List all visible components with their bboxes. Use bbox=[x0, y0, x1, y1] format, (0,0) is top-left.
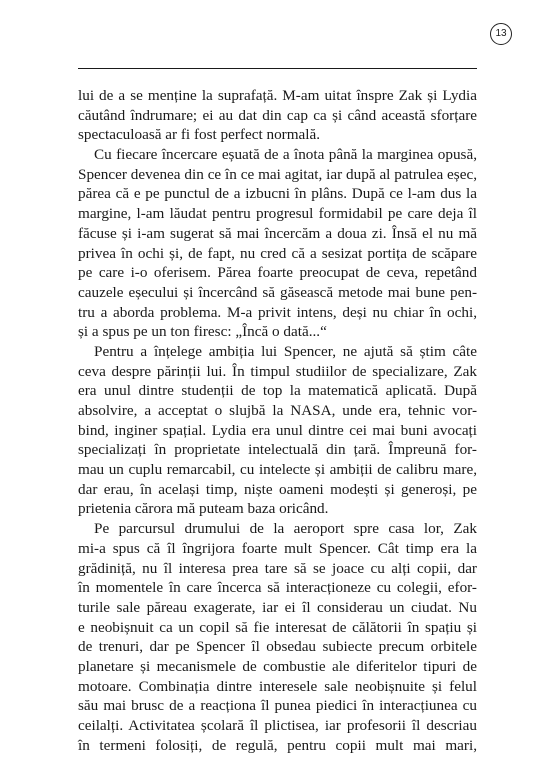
text-line: dar erau, în același timp, niște oameni modești și generoși, pe bbox=[78, 480, 477, 498]
text-line: ceilalți. Activitatea școlară îl plictisea, iar profesorii îl descriau bbox=[78, 717, 477, 734]
text-line: părea că e pe punctul de a izbucni în plâns. După ce l-am dus la bbox=[78, 185, 477, 203]
text-line: motoare. Combinația dintre interesele sale neobișnuite și felul bbox=[78, 677, 477, 695]
text-line: margine, l-am lăudat pentru progresul formidabil pe care deja îl bbox=[78, 205, 477, 223]
text-line: e neobișnuit ca un copil să fie interesat de călătorii în spațiu și bbox=[78, 618, 477, 636]
text-line: prietenia cărora mă puteam baza oricând. bbox=[78, 500, 329, 518]
page-number: 13 bbox=[490, 23, 512, 45]
text-line: mau un cuplu remarcabil, cu intelecte și ambiții de calibru mare, bbox=[78, 461, 477, 479]
header-rule bbox=[78, 68, 477, 69]
text-line: Spencer devenea din ce în ce mai agitat, iar după al patrulea eșec, bbox=[78, 165, 477, 183]
text-line: în momentele în care încerca să interacționeze cu colegii, efor- bbox=[78, 579, 477, 597]
text-line: și a spus pe un ton firesc: „Încă o dată...“ bbox=[78, 323, 327, 341]
text-line: bind, inginer spațial. Lydia era unul dintre cei mai buni avocați bbox=[78, 421, 477, 439]
text-line: absolvire, a acceptat o slujbă la NASA, unde era, tehnic vor- bbox=[78, 402, 477, 419]
text-line: căutând îndrumare; ei au dat din cap ca și când această sforțare bbox=[78, 106, 477, 124]
text-line: Cu fiecare încercare eșuată de a înota până la marginea opusă, bbox=[94, 146, 477, 164]
text-line: Pe parcursul drumului de la aeroport spre casa lor, Zak bbox=[94, 520, 477, 538]
text-line: său mai brusc de a reacționa îl punea piedici în interacțiunea cu bbox=[78, 697, 477, 715]
text-line: făcuse și i-am sugerat să mai încercăm a doua zi. Însă el nu mă bbox=[78, 224, 477, 242]
text-line: ceva despre părinții lui. În timpul studiilor de specializare, Zak bbox=[78, 362, 477, 380]
text-line: era unul dintre studenții de top la matematică aplicată. După bbox=[78, 382, 477, 400]
text-line: cauzele eșecului și încercând să găsească metode mai bune pen- bbox=[78, 283, 477, 301]
text-line: specializați în proprietate intelectuală din țară. Împreună for- bbox=[78, 441, 477, 459]
text-line: spectaculoasă ar fi fost perfect normală. bbox=[78, 126, 321, 144]
text-line: de trenuri, dar pe Spencer îl obsedau subiecte precum orbitele bbox=[78, 638, 477, 656]
text-line: în termeni folosiți, de regulă, pentru copii mult mai mari, bbox=[78, 736, 477, 754]
text-line: Pentru a înțelege ambiția lui Spencer, ne ajută să știm câte bbox=[94, 342, 477, 360]
text-line: privea în ochi și, de fapt, nu cred că a sesizat portița de scăpare bbox=[78, 244, 477, 262]
text-line: grădiniță, nu îl interesa prea tare să se joace cu alți copii, dar bbox=[78, 559, 477, 577]
body-text bbox=[78, 86, 477, 755]
text-line: tru a aborda problema. M-a privit intens, deși nu chiar în ochi, bbox=[78, 303, 477, 321]
text-line: mi-a spus că îl îngrijora foarte mult Spencer. Cât timp era la bbox=[78, 539, 477, 557]
text-line: planetare și mecanismele de combustie ale diferitelor tipuri de bbox=[78, 657, 477, 675]
text-line: lui de a se menține la suprafață. M-am uitat înspre Zak și Lydia bbox=[78, 87, 477, 104]
text-line: pe care i-o oferisem. Părea foarte preocupat de ceva, repetând bbox=[78, 264, 477, 282]
text-line: turile sale păreau exagerate, iar ei îl considerau un ciudat. Nu bbox=[78, 598, 477, 616]
